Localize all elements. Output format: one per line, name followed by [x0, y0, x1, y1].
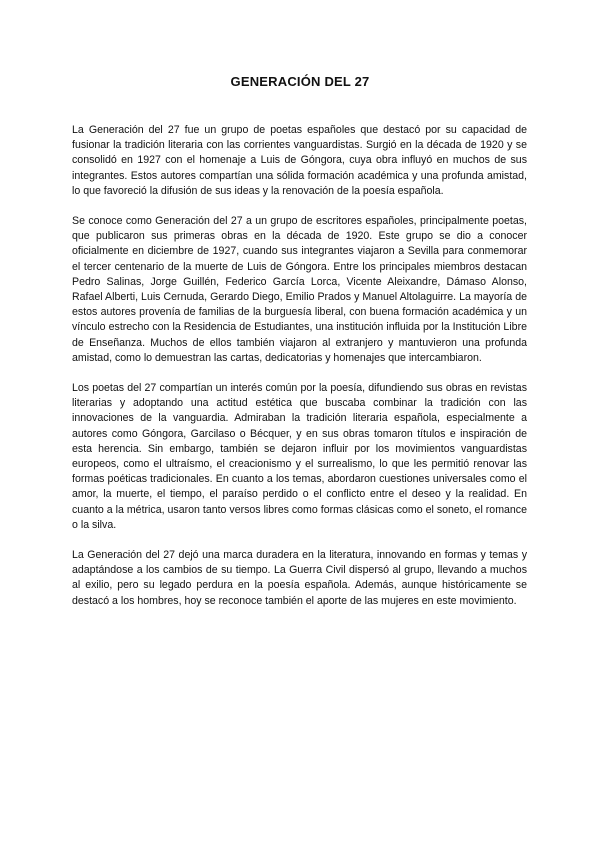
paragraph-1: La Generación del 27 fue un grupo de poetas españoles que destacó por su capacidad de fusionar la tradición literaria con las corrientes vanguardistas. Surgió en la década de 1920 y se consolidó en 1927 con el homenaje a Luis de Góngora, cuya obra influyó en muchos de sus integrantes. Estos autores compartían una sólida formación académica y una profunda amistad, lo que favoreció la difusión de sus ideas y la renovación de la poesía española.: [72, 124, 527, 197]
paragraph-3: Los poetas del 27 compartían un interés común por la poesía, difundiendo sus obras en revistas literarias y adoptando una actitud estética que buscaba combinar la tradición con las innovaciones de la vanguardia. Admiraban la tradición literaria española, especialmente a autores como Góngora, Garcilaso o Bécquer, y en sus obras tomaron títulos e inspiración de esta herencia. Sin embargo, también se dejaron influir por los movimientos vanguardistas europeos, como el ultraísmo, el creacionismo y el surrealismo, lo que les permitió renovar las formas poéticas tradicionales. En cuanto a los temas, abordaron cuestiones universales como el amor, la muerte, el tiempo, el paraíso perdido o el conflicto entre el deseo y la realidad. En cuanto a la métrica, usaron tanto versos libres como formas clásicas como el soneto, el romance o la silva.: [72, 382, 527, 531]
document-title: GENERACIÓN DEL 27: [230, 74, 370, 89]
document-body: [72, 123, 527, 624]
paragraph-4: La Generación del 27 dejó una marca duradera en la literatura, innovando en formas y temas y adaptándose a los cambios de su tiempo. La Guerra Civil dispersó al grupo, llevando a muchos al exilio, pero su legado perdura en la poesía española. Además, aunque históricamente se destacó a los hombres, hoy se reconoce también el aporte de las mujeres en este movimiento.: [72, 549, 527, 607]
paragraph-2: Se conoce como Generación del 27 a un grupo de escritores españoles, principalmente poetas, que publicaron sus primeras obras en la década de 1920. Este grupo se dio a conocer oficialmente en diciembre de 1927, cuando sus integrantes viajaron a Sevilla para conmemorar el tercer centenario de la muerte de Luis de Góngora. Entre los principales miembros destacan Pedro Salinas, Jorge Guillén, Federico García Lorca, Vicente Aleixandre, Dámaso Alonso, Rafael Alberti, Luis Cernuda, Gerardo Diego, Emilio Prados y Manuel Altolaguirre. La mayoría de estos autores provenía de familias de la burguesía liberal, con buena formación académica y un vínculo estrecho con la Residencia de Estudiantes, una institución influida por la Institución Libre de Enseñanza. Muchos de ellos también viajaron al extranjero y mantuvieron una profunda amistad, como lo demuestran las cartas, dedicatorias y homenajes que intercambiaron.: [72, 215, 527, 364]
